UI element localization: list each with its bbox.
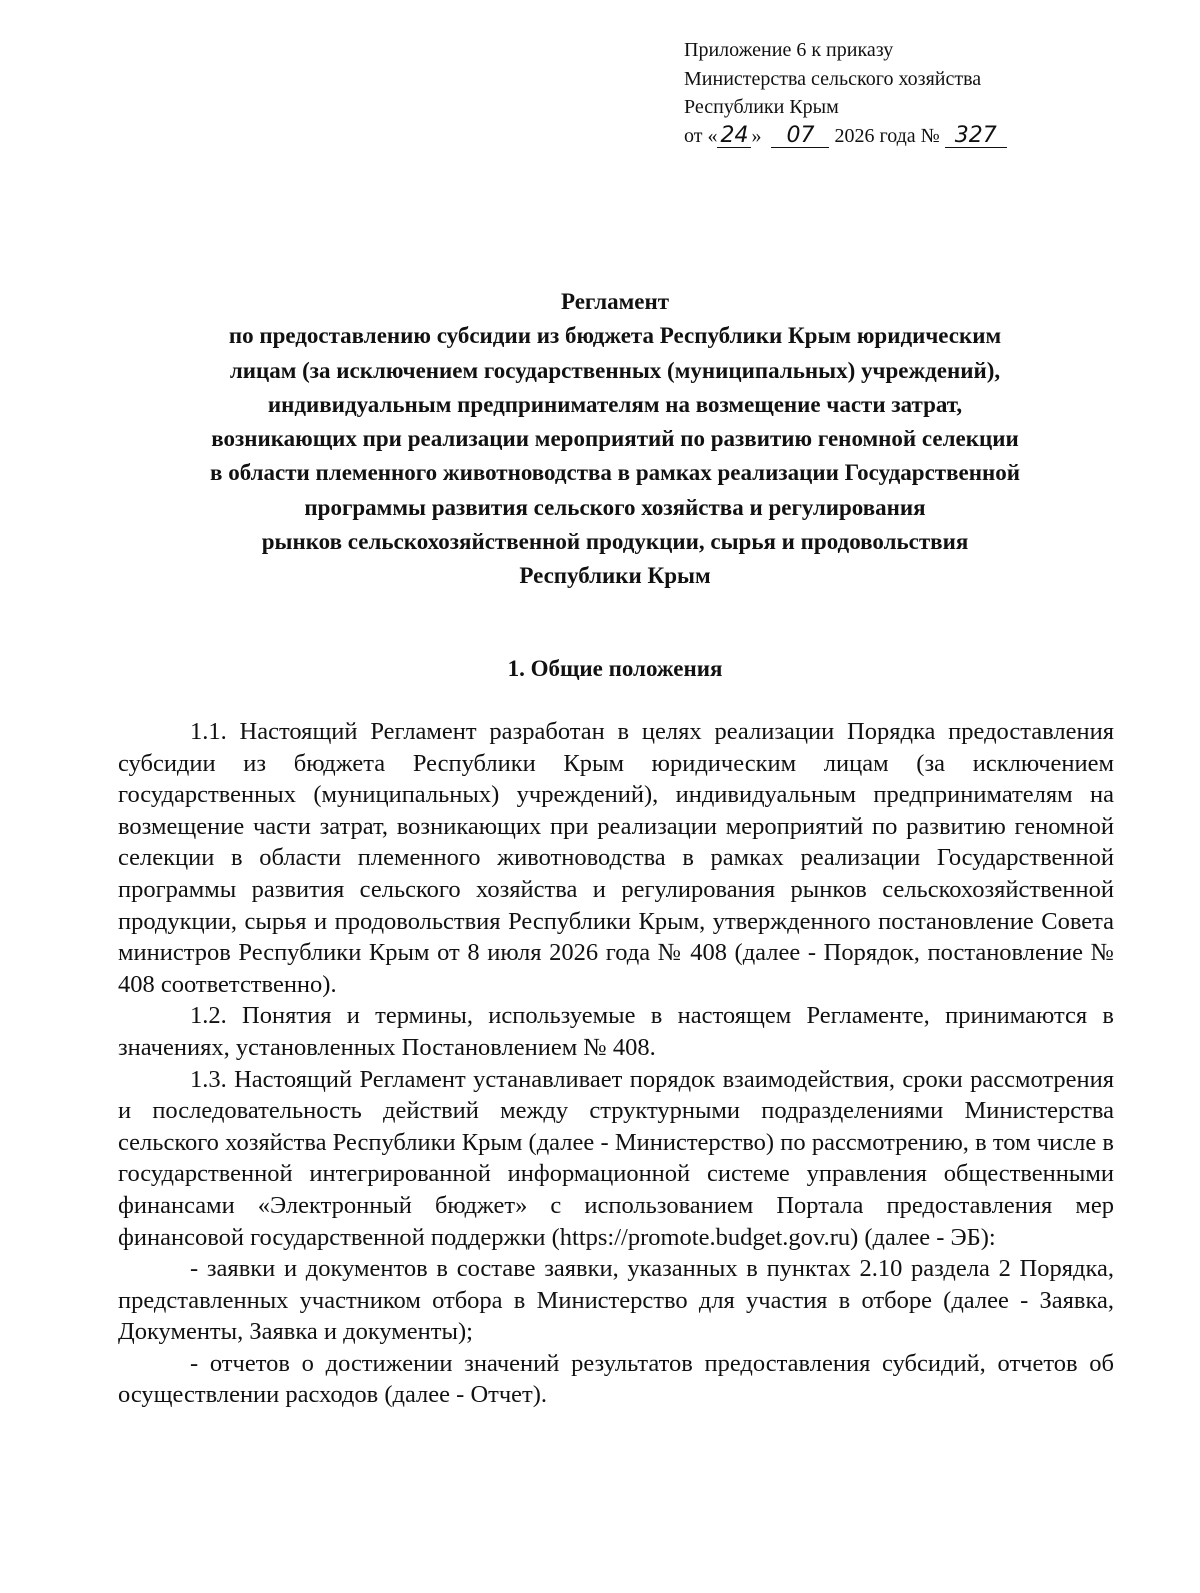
annex-number-handwritten: 327: [945, 125, 1007, 148]
annex-month-handwritten: 07: [771, 125, 829, 148]
list-item: - заявки и документов в составе заявки, указанных в пунктах 2.10 раздела 2 Порядка, представленных участником отбора в Министерство для участия в отборе (далее - Заявка, Документы, Заявка и документы);: [118, 1255, 1114, 1346]
annex-block: [684, 36, 1007, 150]
annex-day-handwritten: 24: [717, 125, 751, 148]
paragraph-1-3: 1.3. Настоящий Регламент устанавливает порядок взаимодействия, сроки рассмотрения и последовательность действий между структурными подразделениями Министерства сельского хозяйства Республики Крым (далее - Министерство) по рассмотрению, в том числе в государственной интегрированной информационной системе управления общественными финансами «Электронный бюджет» с использованием Портала предоставления мер финансовой государственной поддержки (https://promote.budget.gov.ru) (далее - ЭБ):: [118, 1065, 1114, 1251]
annex-date-prefix: от «: [684, 124, 718, 147]
title-line: возникающих при реализации мероприятий по развитию геномной селекции: [211, 426, 1019, 452]
section-heading: 1. Общие положения: [507, 656, 723, 681]
paragraph-1-2: 1.2. Понятия и термины, используемые в настоящем Регламенте, принимаются в значениях, установленных Постановлением № 408.: [118, 1002, 1114, 1061]
document-body: [118, 716, 1114, 1411]
document-title: [110, 285, 1120, 594]
title-line: программы развития сельского хозяйства и регулирования: [304, 494, 926, 520]
title-line: индивидуальным предпринимателям на возмещение части затрат,: [267, 391, 963, 417]
list-item: - отчетов о достижении значений результатов предоставления субсидий, отчетов об осуществлении расходов (далее - Отчет).: [118, 1349, 1114, 1409]
title-line: Республики Крым: [519, 563, 711, 589]
annex-line-1: Приложение 6 к приказу: [684, 39, 894, 61]
annex-date-mid: »: [751, 124, 762, 147]
title-line: лицам (за исключением государственных (муниципальных) учреждений),: [229, 357, 1001, 383]
annex-line-3: Республики Крым: [684, 96, 839, 118]
annex-year-text: 2026 года №: [834, 124, 940, 147]
title-line: Регламент: [560, 289, 670, 314]
paragraph-1-1: 1.1. Настоящий Регламент разработан в целях реализации Порядка предоставления субсидии из бюджета Республики Крым юридическим лицам (за исключением государственных (муниципальных) учреждений), индивидуальным предпринимателям на возмещение части затрат, возникающих при реализации мероприятий по развитию геномной селекции в области племенного животноводства в рамках реализации Государственной программы развития сельского хозяйства и регулирования рынков сельскохозяйственной продукции, сырья и продовольствия Республики Крым, утвержденного постановление Совета министров Республики Крым от 8 июля 2026 года № 408 (далее - Порядок, постановление № 408 соответственно).: [118, 718, 1114, 998]
title-line: по предоставлению субсидии из бюджета Республики Крым юридическим: [228, 323, 1002, 349]
title-line: в области племенного животноводства в рамках реализации Государственной: [210, 460, 1020, 486]
title-line: рынков сельскохозяйственной продукции, сырья и продовольствия: [261, 529, 969, 555]
annex-date-line: [684, 122, 1007, 151]
annex-line-2: Министерства сельского хозяйства: [684, 67, 982, 90]
